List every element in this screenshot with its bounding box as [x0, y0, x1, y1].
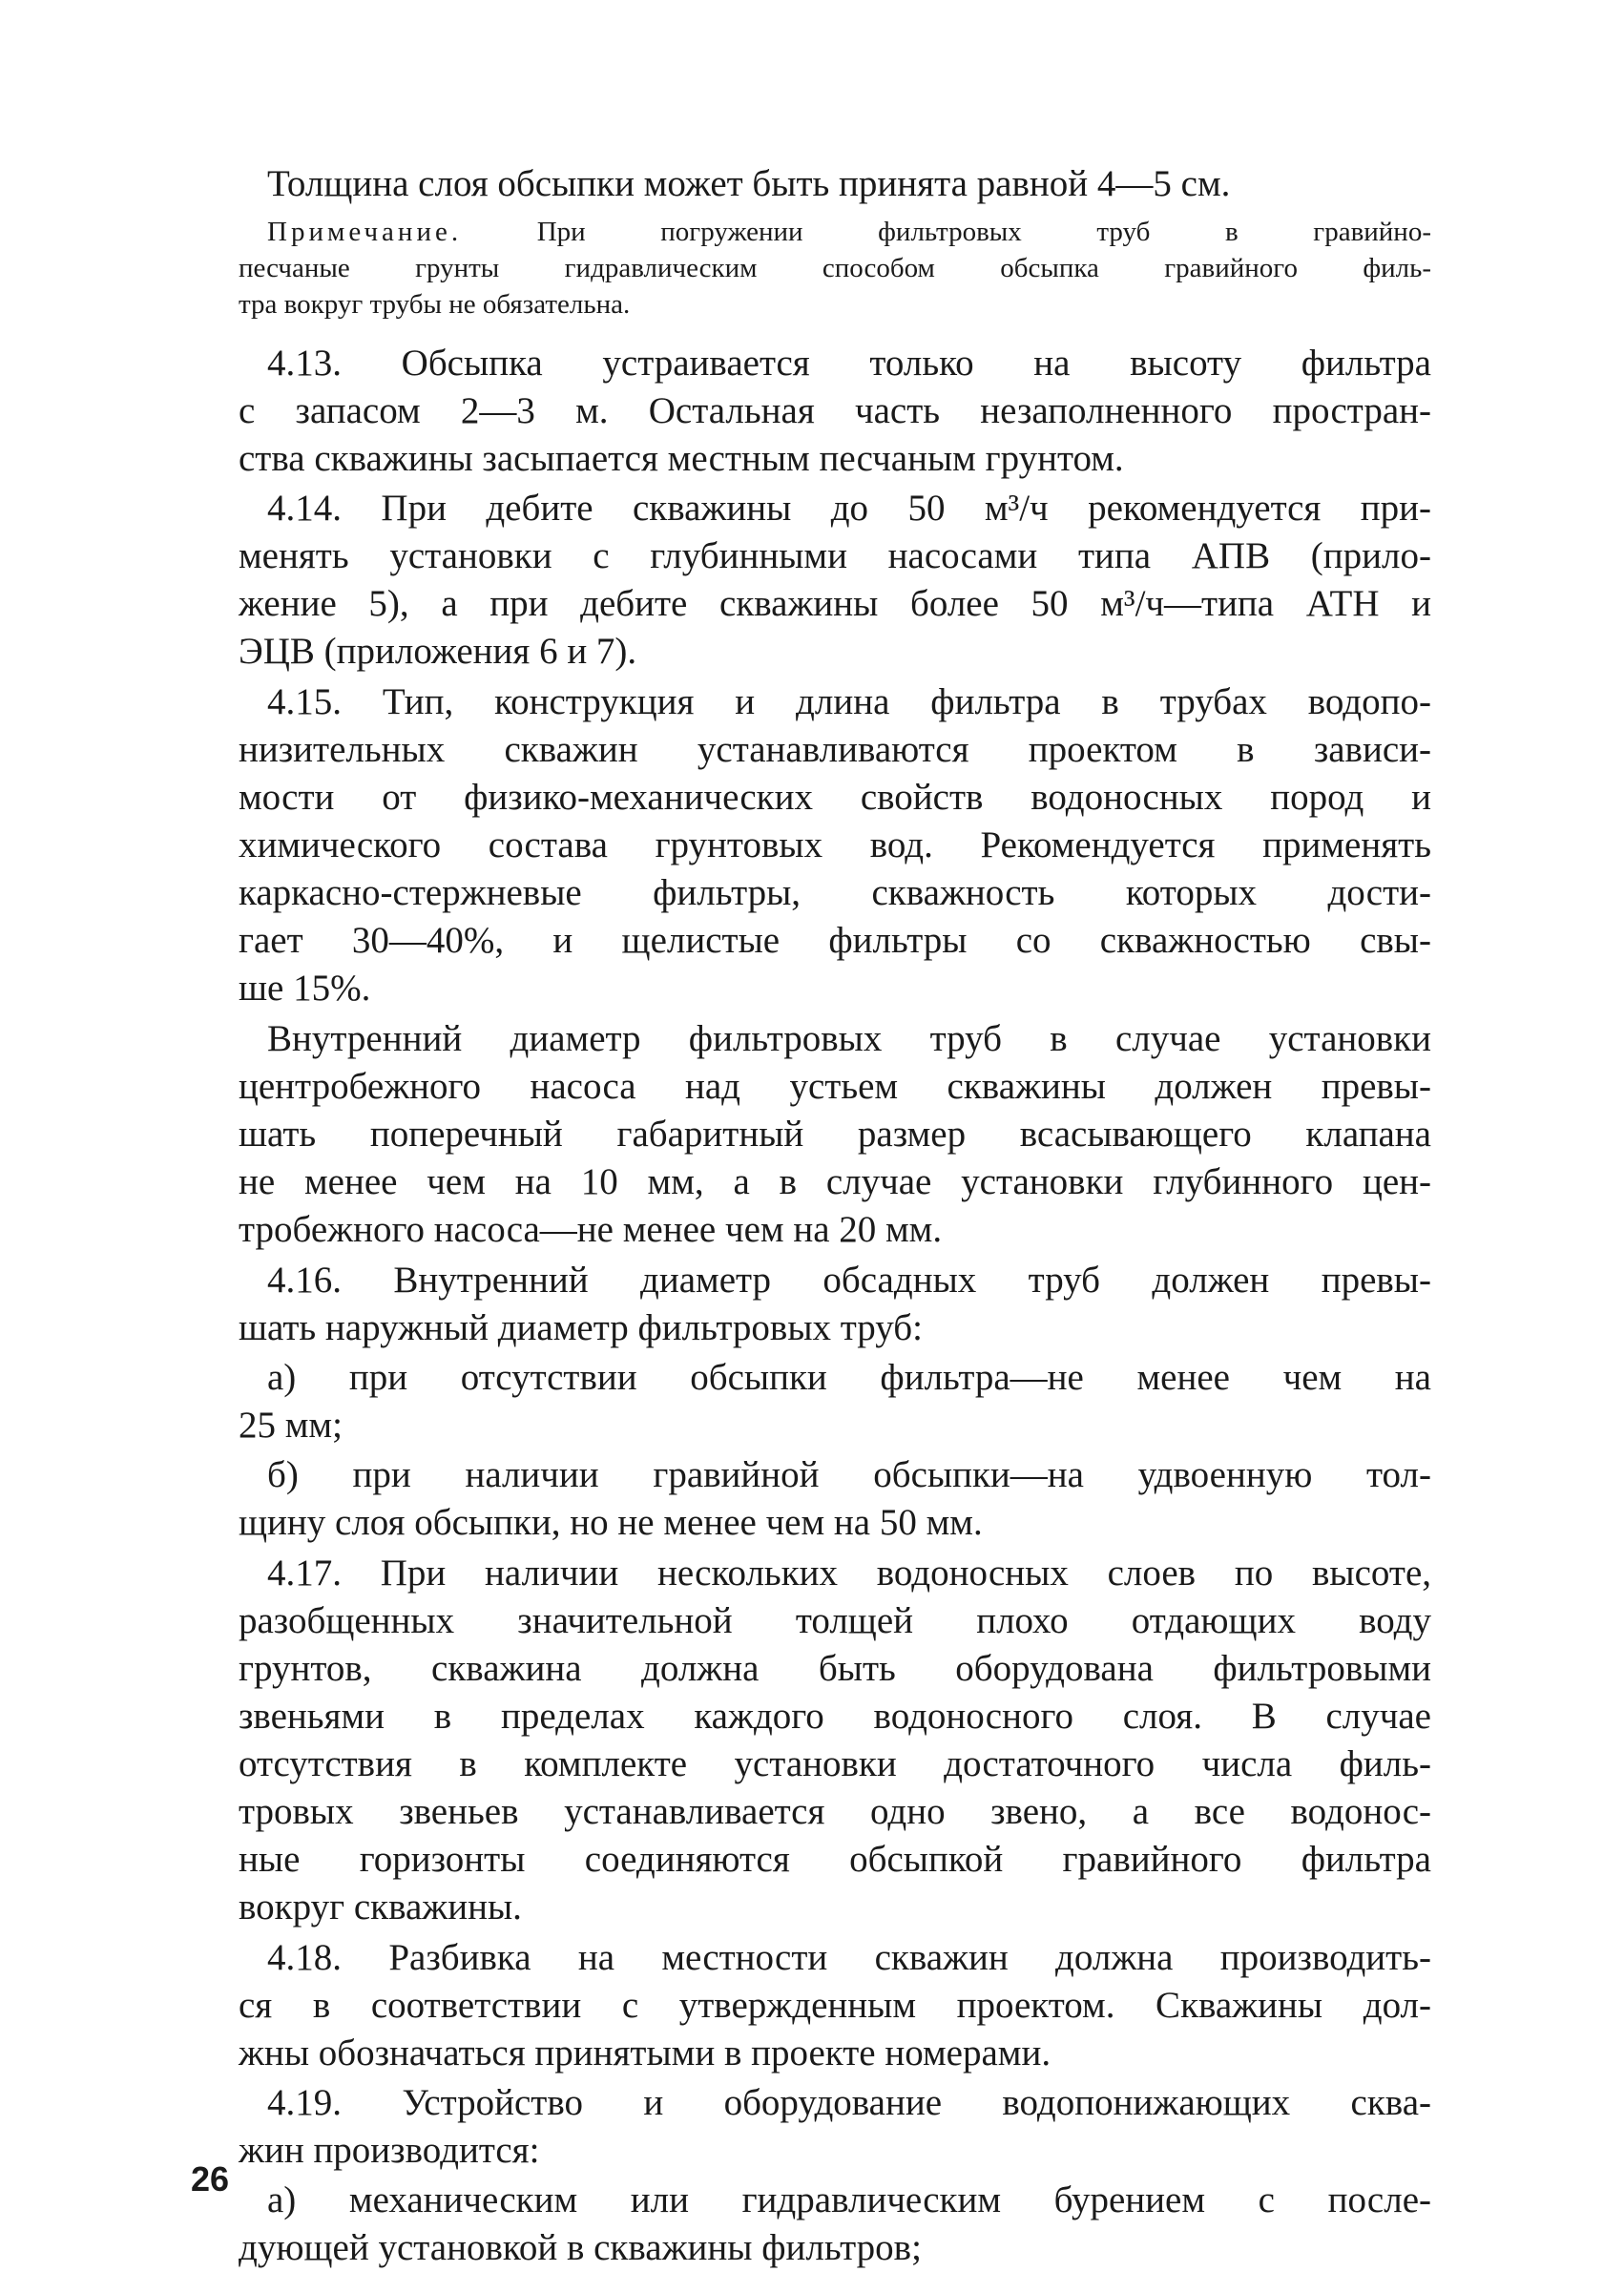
text-line: химического состава грунтовых вод. Рекомендуется применять [239, 824, 1431, 865]
text-line: 25 мм; [239, 1405, 343, 1446]
text-line: тровых звеньев устанавливается одно звено, а все водонос- [239, 1791, 1431, 1832]
text-line: 4.19. Устройство и оборудование водопонижающих сква- [267, 2082, 1431, 2123]
text-line: дующей установкой в скважины фильтров; [239, 2227, 922, 2268]
text-line: б) при наличии гравийной обсыпки—на удвоенную тол- [267, 1454, 1431, 1495]
text-line: шать наружный диаметр фильтровых труб: [239, 1307, 923, 1348]
note-label: Примечание. [267, 217, 463, 247]
text-line: ные горизонты соединяются обсыпкой гравийного фильтра [239, 1839, 1431, 1880]
text-line: тробежного насоса—не менее чем на 20 мм. [239, 1209, 943, 1250]
page-number: 26 [191, 2159, 230, 2199]
text-line: шать поперечный габаритный размер всасывающего клапана [239, 1114, 1431, 1155]
text-line: 4.14. При дебите скважины до 50 м³/ч рекомендуется при- [267, 488, 1431, 529]
text-line: с запасом 2—3 м. Остальная часть незаполненного простран- [239, 390, 1431, 431]
text-line: вокруг скважины. [239, 1886, 522, 1928]
text-line: Толщина слоя обсыпки может быть принята равной 4—5 см. [267, 163, 1231, 204]
note-line: тра вокруг трубы не обязательна. [239, 289, 631, 320]
text-line: грунтов, скважина должна быть оборудована фильтровыми [239, 1648, 1431, 1689]
text-line: жин производится: [239, 2130, 540, 2171]
note-line: Примечание. При погружении фильтровых труб в гравийно- [267, 217, 1431, 247]
text-line: ся в соответствии с утвержденным проектом. Скважины дол- [239, 1985, 1431, 2026]
note-line: песчаные грунты гидравлическим способом обсыпка гравийного филь- [239, 253, 1431, 283]
text-line: а) механическим или гидравлическим бурением с после- [267, 2179, 1431, 2220]
text-line: Внутренний диаметр фильтровых труб в случае установки [267, 1018, 1431, 1059]
text-line: 4.13. Обсыпка устраивается только на высоту фильтра [267, 343, 1431, 384]
text-line: не менее чем на 10 мм, а в случае установки глубинного цен- [239, 1161, 1431, 1202]
text-line: низительных скважин устанавливаются проектом в зависи- [239, 729, 1431, 770]
text-line: 4.16. Внутренний диаметр обсадных труб должен превы- [267, 1260, 1431, 1301]
text-line: ше 15%. [239, 968, 371, 1009]
text-line: мости от физико-механических свойств водоносных пород и [239, 777, 1431, 818]
text-line: гает 30—40%, и щелистые фильтры со скважностью свы- [239, 920, 1431, 961]
text-line: жение 5), а при дебите скважины более 50 м³/ч—типа АТН и [239, 583, 1431, 624]
text-line: менять установки с глубинными насосами типа АПВ (прило- [239, 535, 1431, 576]
text-line: щину слоя обсыпки, но не менее чем на 50 мм. [239, 1502, 983, 1543]
text-line: отсутствия в комплекте установки достаточного числа филь- [239, 1743, 1431, 1784]
text-line: а) при отсутствии обсыпки фильтра—не менее чем на [267, 1357, 1431, 1398]
text-line: разобщенных значительной толщей плохо отдающих воду [239, 1600, 1431, 1641]
text-line: 4.18. Разбивка на местности скважин должна производить- [267, 1937, 1431, 1978]
text-line: ства скважины засыпается местным песчаным грунтом. [239, 438, 1124, 479]
text-line: центробежного насоса над устьем скважины должен превы- [239, 1066, 1431, 1107]
text-line: каркасно-стержневые фильтры, скважность которых дости- [239, 872, 1431, 913]
text-line: жны обозначаться принятыми в проекте номерами. [239, 2032, 1051, 2074]
text-line: звеньями в пределах каждого водоносного слоя. В случае [239, 1696, 1431, 1737]
text-line: ЭЦВ (приложения 6 и 7). [239, 631, 637, 672]
text-line: 4.15. Тип, конструкция и длина фильтра в трубах водопо- [267, 681, 1431, 722]
text-line: 4.17. При наличии нескольких водоносных слоев по высоте, [267, 1553, 1431, 1594]
